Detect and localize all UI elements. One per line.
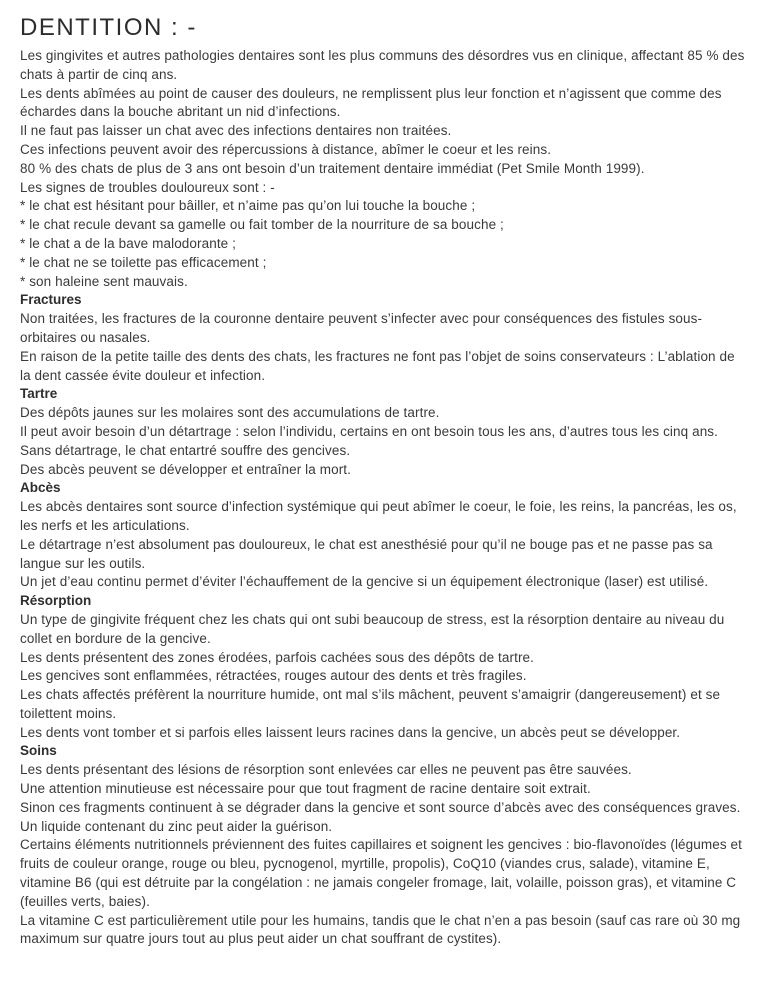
section-heading-tartre: Tartre [20, 386, 58, 402]
paragraph: Un jet d’eau continu permet d’éviter l’échauffement de la gencive si un équipement électronique (laser) est utilisé. [20, 574, 709, 590]
paragraph: Un type de gingivite fréquent chez les chats qui ont subi beaucoup de stress, est la résorption dentaire au niveau du collet en bordure de la gencive. [20, 611, 725, 646]
paragraph: Sans détartrage, le chat entartré souffre des gencives. [20, 442, 351, 458]
paragraph: Il ne faut pas laisser un chat avec des infections dentaires non traitées. [20, 123, 452, 139]
paragraph: Le détartrage n’est absolument pas douloureux, le chat est anesthésié pour qu’il ne bouge pas et ne passe pas sa langue sur les outils. [20, 536, 713, 571]
section-heading-resorption: Résorption [20, 593, 92, 609]
paragraph: Une attention minutieuse est nécessaire pour que tout fragment de racine dentaire soit extrait. [20, 781, 591, 797]
paragraph: Les signes de troubles douloureux sont : - [20, 179, 275, 195]
paragraph: * le chat est hésitant pour bâiller, et n’aime pas qu’on lui touche la bouche ; [20, 198, 476, 214]
section-heading-abces: Abcès [20, 480, 61, 496]
paragraph: Les dents présentent des zones érodées, parfois cachées sous des dépôts de tartre. [20, 649, 535, 665]
paragraph: Les dents abîmées au point de causer des douleurs, ne remplissent plus leur fonction et n’agissent que comme des échardes dans la bouche abritant un nid d’infections. [20, 85, 722, 120]
paragraph: Non traitées, les fractures de la couronne dentaire peuvent s’infecter avec pour conséquences des fistules sous-orbitaires ou nasales. [20, 311, 703, 345]
paragraph: En raison de la petite taille des dents des chats, les fractures ne font pas l’objet de soins conservateurs : L’ablation de la dent cassée évite douleur et infection. [20, 348, 735, 383]
paragraph: Ces infections peuvent avoir des répercussions à distance, abîmer le coeur et les reins. [20, 141, 552, 157]
paragraph: Les abcès dentaires sont source d’infection systémique qui peut abîmer le coeur, le foie, les reins, la pancréas, les os, les nerfs et les articulations. [20, 499, 737, 533]
paragraph: Des dépôts jaunes sur les molaires sont des accumulations de tartre. [20, 405, 440, 421]
paragraph: Sinon ces fragments continuent à se dégrader dans la gencive et sont source d’abcès avec des conséquences graves. [20, 799, 741, 815]
section-heading-soins: Soins [20, 743, 57, 759]
paragraph: Certains éléments nutritionnels préviennent des fuites capillaires et soignent les gencives : bio-flavonoïdes (légumes et fruits de couleur orange, rouge ou bleu, pycnogenol, myrtille, propolis), CoQ10 (viandes crus, salade), vitamine E, vitamine B6 (qui est détruite par la congélation : ne jamais congeler fromage, lait, volaille, poisson gras), et vitamine C (feuilles verts, baies). [20, 837, 742, 909]
paragraph: Les dents vont tomber et si parfois elles laissent leurs racines dans la gencive, un abcès peut se développer. [20, 724, 681, 740]
paragraph: Des abcès peuvent se développer et entraîner la mort. [20, 461, 351, 477]
paragraph: * son haleine sent mauvais. [20, 273, 188, 289]
paragraph: La vitamine C est particulièrement utile pour les humains, tandis que le chat n’en a pas besoin (sauf cas rare où 30 mg maximum sur quatre jours tout au plus peut aider un chat souffrant de cystites). [20, 912, 741, 947]
page-title: DENTITION : - [20, 14, 197, 41]
section-heading-fractures: Fractures [20, 292, 82, 308]
paragraph: Les gingivites et autres pathologies dentaires sont les plus communs des désordres vus en clinique, affectant 85 % des chats à partir de cinq ans. [20, 48, 745, 82]
paragraph: * le chat ne se toilette pas efficacement ; [20, 254, 267, 270]
document-body [20, 47, 748, 949]
paragraph: 80 % des chats de plus de 3 ans ont besoin d’un traitement dentaire immédiat (Pet Smile Month 1999). [20, 160, 645, 176]
paragraph: Un liquide contenant du zinc peut aider la guérison. [20, 818, 333, 834]
paragraph: Les dents présentant des lésions de résorption sont enlevées car elles ne peuvent pas être sauvées. [20, 762, 632, 778]
paragraph: Il peut avoir besoin d’un détartrage : selon l’individu, certains en ont besoin tous les ans, d’autres tous les cinq ans. [20, 423, 719, 439]
paragraph: * le chat a de la bave malodorante ; [20, 235, 236, 251]
paragraph: Les gencives sont enflammées, rétractées, rouges autour des dents et très fragiles. [20, 668, 527, 684]
paragraph: Les chats affectés préfèrent la nourriture humide, ont mal s’ils mâchent, peuvent s’amaigrir (dangereusement) et se toilettent moins. [20, 687, 721, 721]
paragraph: * le chat recule devant sa gamelle ou fait tomber de la nourriture de sa bouche ; [20, 217, 504, 233]
